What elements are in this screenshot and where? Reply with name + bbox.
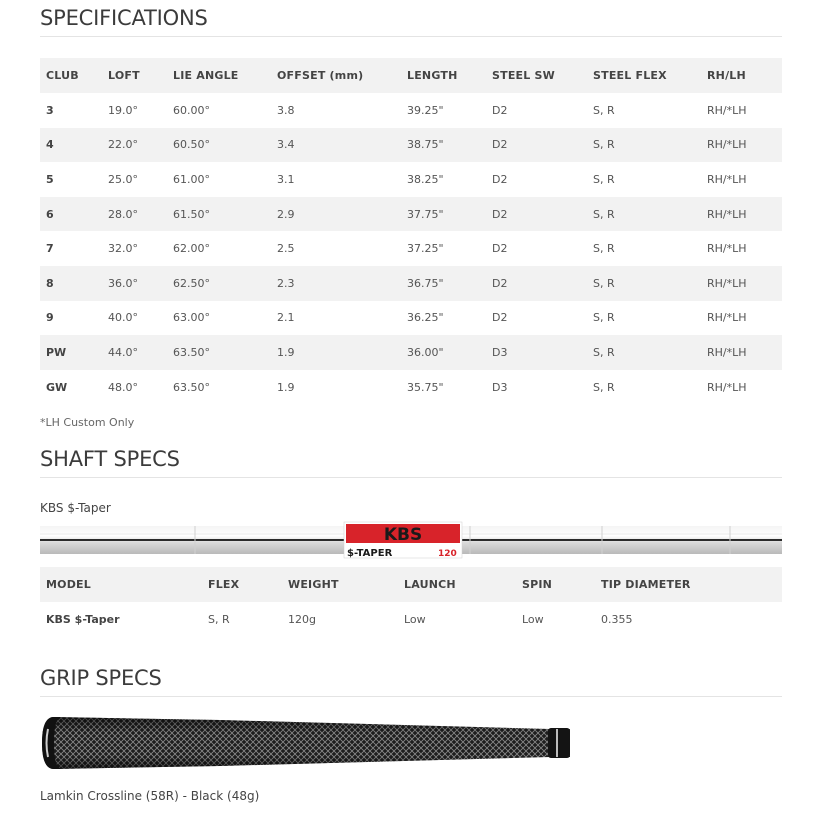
club-cell: GW (46, 380, 68, 394)
grip-label: Lamkin Crossline (58R) - Black (48g) (40, 789, 260, 803)
offset-cell: 1.9 (277, 380, 295, 394)
column-header-weight: WEIGHT (288, 578, 339, 591)
lie-angle-cell: 61.50° (173, 207, 210, 221)
shaft-spin-cell: Low (522, 613, 544, 626)
table-row (40, 93, 782, 128)
hand-cell: RH/*LH (707, 276, 747, 290)
club-cell: 5 (46, 172, 54, 186)
length-cell: 36.00" (407, 345, 444, 359)
hand-cell: RH/*LH (707, 380, 747, 394)
loft-cell: 36.0° (108, 276, 138, 290)
column-header-offset: OFFSET (mm) (277, 69, 364, 82)
steel-sw-cell: D2 (492, 311, 508, 325)
table-row (40, 231, 782, 266)
shaft-flex-cell: S, R (208, 613, 230, 626)
steel-flex-cell: S, R (593, 138, 615, 152)
offset-cell: 2.3 (277, 276, 295, 290)
column-header-steel-flex: STEEL FLEX (593, 69, 667, 82)
column-header-length: LENGTH (407, 69, 458, 82)
kbs-logo-line: $-TAPER (347, 548, 393, 559)
lie-angle-cell: 62.00° (173, 242, 210, 256)
lie-angle-cell: 60.50° (173, 138, 210, 152)
steel-flex-cell: S, R (593, 380, 615, 394)
steel-flex-cell: S, R (593, 276, 615, 290)
lh-custom-note: *LH Custom Only (40, 416, 135, 429)
lie-angle-cell: 61.00° (173, 172, 210, 186)
table-row (40, 335, 782, 370)
lie-angle-cell: 63.50° (173, 380, 210, 394)
steel-sw-cell: D2 (492, 276, 508, 290)
hand-cell: RH/*LH (707, 103, 747, 117)
steel-sw-cell: D2 (492, 138, 508, 152)
club-cell: 9 (46, 311, 54, 325)
offset-cell: 1.9 (277, 345, 295, 359)
lie-angle-cell: 63.50° (173, 345, 210, 359)
table-row (40, 266, 782, 301)
table-row (40, 128, 782, 163)
loft-cell: 40.0° (108, 311, 138, 325)
table-row (40, 301, 782, 336)
length-cell: 38.25" (407, 172, 444, 186)
offset-cell: 2.9 (277, 207, 295, 221)
column-header-model: MODEL (46, 578, 91, 591)
shaft-specs-heading: SHAFT SPECS (40, 447, 782, 478)
steel-flex-cell: S, R (593, 172, 615, 186)
shaft-header-row (40, 567, 782, 602)
offset-cell: 2.1 (277, 311, 295, 325)
shaft-tip-diameter-cell: 0.355 (601, 613, 633, 626)
hand-cell: RH/*LH (707, 242, 747, 256)
shaft-launch-cell: Low (404, 613, 426, 626)
loft-cell: 44.0° (108, 345, 138, 359)
table-row (40, 370, 782, 405)
steel-flex-cell: S, R (593, 103, 615, 117)
column-header-steel-sw: STEEL SW (492, 69, 555, 82)
table-row (40, 162, 782, 197)
club-cell: 4 (46, 138, 54, 152)
offset-cell: 2.5 (277, 242, 295, 256)
loft-cell: 48.0° (108, 380, 138, 394)
club-cell: 8 (46, 276, 54, 290)
column-header-spin: SPIN (522, 578, 553, 591)
grip-image (40, 715, 580, 771)
steel-sw-cell: D2 (492, 103, 508, 117)
steel-flex-cell: S, R (593, 311, 615, 325)
table-row (40, 197, 782, 232)
length-cell: 35.75" (407, 380, 444, 394)
column-header-flex: FLEX (208, 578, 240, 591)
offset-cell: 3.1 (277, 172, 295, 186)
steel-sw-cell: D2 (492, 172, 508, 186)
grip-specs-heading: GRIP SPECS (40, 666, 782, 697)
club-cell: 7 (46, 242, 54, 256)
column-header-hand: RH/LH (707, 69, 746, 82)
loft-cell: 22.0° (108, 138, 138, 152)
kbs-logo (344, 522, 462, 559)
shaft-image (40, 520, 782, 560)
club-cell: PW (46, 345, 67, 359)
loft-cell: 28.0° (108, 207, 138, 221)
kbs-logo-brand: KBS (383, 525, 423, 545)
hand-cell: RH/*LH (707, 311, 747, 325)
length-cell: 39.25" (407, 103, 444, 117)
lie-angle-cell: 60.00° (173, 103, 210, 117)
table-row (40, 602, 782, 637)
length-cell: 37.25" (407, 242, 444, 256)
column-header-launch: LAUNCH (404, 578, 456, 591)
loft-cell: 25.0° (108, 172, 138, 186)
steel-flex-cell: S, R (593, 207, 615, 221)
shaft-model-cell: KBS $-Taper (46, 613, 120, 626)
offset-cell: 3.4 (277, 138, 295, 152)
column-header-club: CLUB (46, 69, 79, 82)
loft-cell: 32.0° (108, 242, 138, 256)
length-cell: 37.75" (407, 207, 444, 221)
length-cell: 36.75" (407, 276, 444, 290)
steel-sw-cell: D2 (492, 207, 508, 221)
steel-sw-cell: D3 (492, 380, 508, 394)
offset-cell: 3.8 (277, 103, 295, 117)
column-header-lie-angle: LIE ANGLE (173, 69, 239, 82)
steel-flex-cell: S, R (593, 345, 615, 359)
specifications-table (40, 58, 782, 404)
column-header-tip-diameter: TIP DIAMETER (601, 578, 691, 591)
hand-cell: RH/*LH (707, 207, 747, 221)
specifications-header-row (40, 58, 782, 93)
steel-sw-cell: D2 (492, 242, 508, 256)
column-header-loft: LOFT (108, 69, 140, 82)
specifications-heading: SPECIFICATIONS (40, 6, 782, 37)
hand-cell: RH/*LH (707, 138, 747, 152)
shaft-model-label: KBS $-Taper (40, 501, 111, 515)
kbs-logo-weight: 120 (438, 549, 457, 559)
steel-sw-cell: D3 (492, 345, 508, 359)
hand-cell: RH/*LH (707, 172, 747, 186)
club-cell: 3 (46, 103, 54, 117)
club-cell: 6 (46, 207, 54, 221)
lie-angle-cell: 63.00° (173, 311, 210, 325)
steel-flex-cell: S, R (593, 242, 615, 256)
shaft-weight-cell: 120g (288, 613, 316, 626)
loft-cell: 19.0° (108, 103, 138, 117)
lie-angle-cell: 62.50° (173, 276, 210, 290)
length-cell: 36.25" (407, 311, 444, 325)
length-cell: 38.75" (407, 138, 444, 152)
shaft-specs-table (40, 567, 782, 637)
hand-cell: RH/*LH (707, 345, 747, 359)
